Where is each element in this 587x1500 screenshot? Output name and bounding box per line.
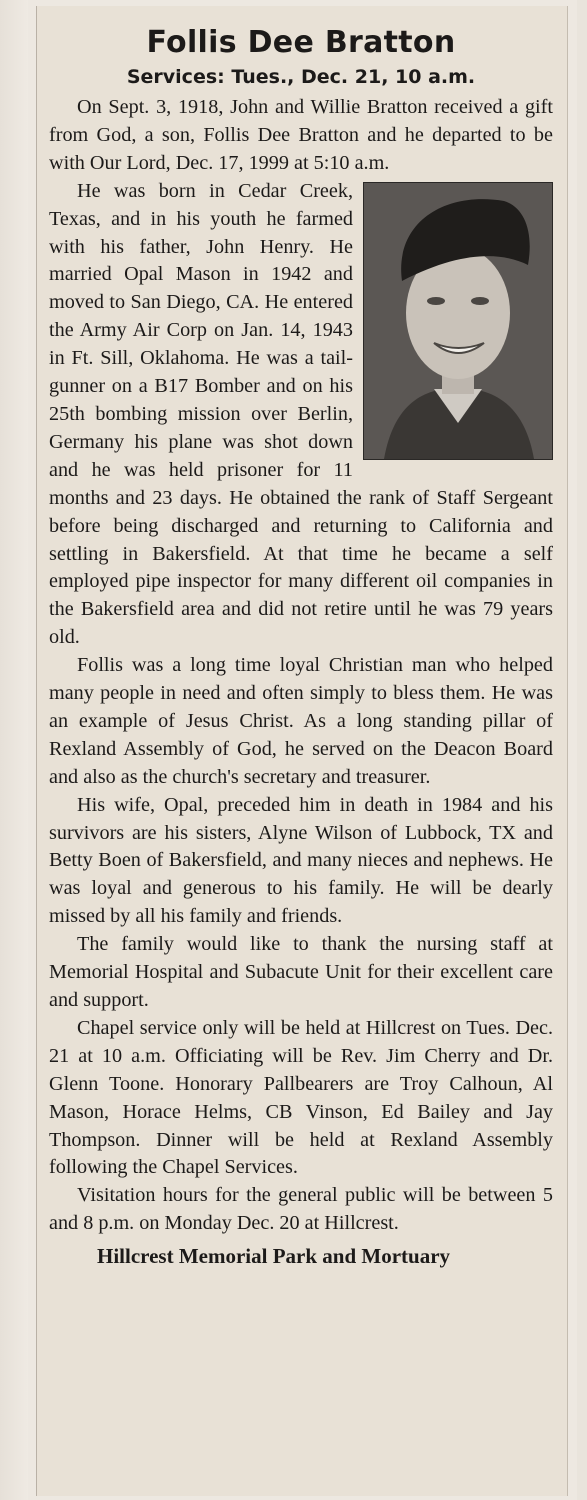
- paragraph-2-text: He was born in Cedar Creek, Texas, and in his youth he farmed with his father, John Henry. He married Opal Mason in 1942 and moved to San Diego, CA. He entered the Army Air Corp on Jan. 14, 1943 in Ft. Sill, Oklahoma. He was a tail-gunner on a B17 Bomber and on his 25th bombing mission over Berlin, Germany his plane was shot down and he was held prisoner for 11 months and 23 days. He obtained the rank of Staff Sergeant before being discharged and returning to California and settling in Bakersfield. At that time he became a self employed pipe inspector for many different oil companies in the Bakersfield area and did not retire until he was 79 years old.: [49, 179, 553, 649]
- scan-background-left: [0, 0, 28, 1500]
- mortuary-signoff: Hillcrest Memorial Park and Mortuary: [97, 1244, 451, 1269]
- scan-background-right: [577, 0, 587, 1500]
- paragraph-3-text: Follis was a long time loyal Christian man who helped many people in need and often simply to bless them. He was an example of Jesus Christ. As a long standing pillar of Rexland Assembly of God, he served on the Deacon Board and also as the church's secretary and treasurer.: [49, 654, 553, 788]
- paragraph-4-survivors: [49, 792, 553, 932]
- paragraph-5-thanks: [49, 931, 553, 1015]
- paragraph-7-text: Visitation hours for the general public will be between 5 and 8 p.m. on Monday Dec. 20 at Hillcrest.: [49, 1184, 553, 1235]
- portrait-illustration: [364, 183, 552, 459]
- paragraph-1-text: On Sept. 3, 1918, John and Willie Bratton received a gift from God, a son, Follis Dee Bratton and he departed to be with Our Lord, Dec. 17, 1999 at 5:10 a.m.: [49, 96, 553, 174]
- paragraph-6-chapel-service: [49, 1015, 553, 1182]
- portrait-photo: [363, 182, 553, 460]
- services-line: Services: Tues., Dec. 21, 10 a.m.: [126, 66, 476, 88]
- paragraph-4-text: His wife, Opal, preceded him in death in 1984 and his survivors are his sisters, Alyne Wilson of Lubbock, TX and Betty Boen of Bakersfield, and many nieces and nephews. He was loyal and generous to his family. He will be dearly missed by all his family and friends.: [49, 793, 553, 928]
- obituary-name: Follis Dee Bratton: [146, 25, 456, 60]
- paragraph-5-text: The family would like to thank the nursing staff at Memorial Hospital and Subacute Unit for their excellent care and support.: [49, 933, 553, 1011]
- newspaper-clipping: [36, 6, 568, 1496]
- paragraph-1-birth: [49, 94, 553, 178]
- paragraph-6-text: Chapel service only will be held at Hillcrest on Tues. Dec. 21 at 10 a.m. Officiating will be Rev. Jim Cherry and Dr. Glenn Toone. Honorary Pallbearers are Troy Calhoun, Al Mason, Horace Helms, CB Vinson, Ed Bailey and Jay Thompson. Dinner will be held at Rexland Assembly following the Chapel Services.: [49, 1016, 553, 1179]
- paragraph-3-faith: [49, 652, 553, 792]
- obituary-body: [49, 94, 553, 1238]
- paragraph-7-visitation: [49, 1182, 553, 1238]
